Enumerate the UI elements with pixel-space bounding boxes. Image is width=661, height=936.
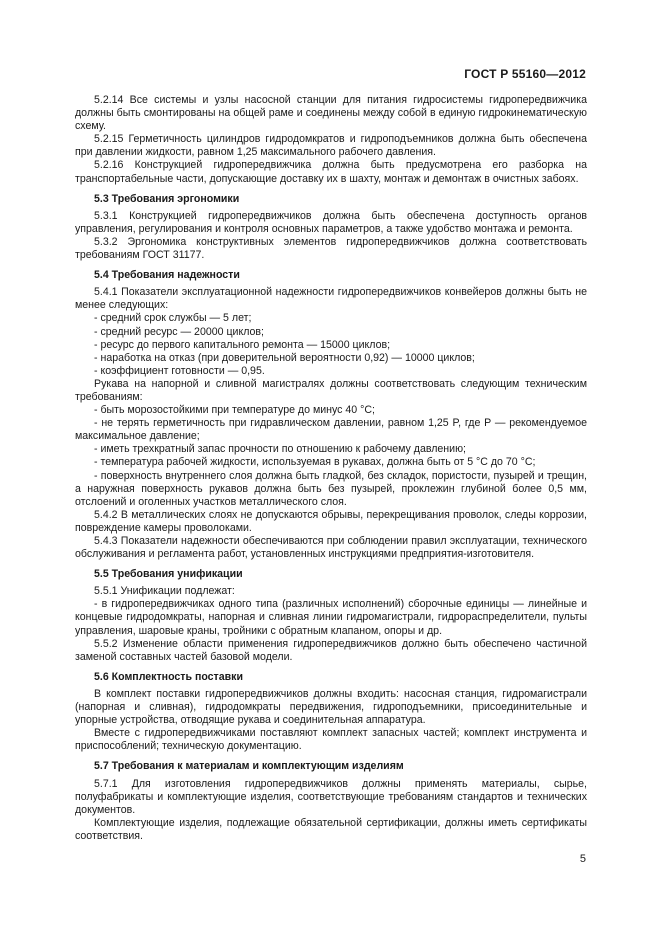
paragraph: Комплектующие изделия, подлежащие обязательной сертификации, должны иметь сертификаты соответствия. — [75, 816, 587, 842]
paragraph: 5.7.1 Для изготовления гидропередвижчиков должны применять материалы, сырье, полуфабрикаты и комплектующие изделия, соответствующие требованиям стандартов и технических документов. — [75, 777, 587, 816]
list-item: - коэффициент готовности — 0,95. — [94, 364, 265, 377]
section-heading-5-6: 5.6 Комплектность поставки — [94, 670, 243, 683]
list-item: - наработка на отказ (при доверительной вероятности 0,92) — 10000 циклов; — [94, 351, 475, 364]
paragraph: 5.2.16 Конструкцией гидропередвижчика должна быть предусмотрена его разборка на транспортабельные части, допускающие доставку их в шахту, монтаж и демонтаж в очистных забоях. — [75, 159, 587, 185]
list-item: - ресурс до первого капитального ремонта — 15000 циклов; — [94, 338, 391, 351]
paragraph: 5.4.3 Показатели надежности обеспечиваются при соблюдении правил эксплуатации, технического обслуживания и регламента работ, установленных инструкциями предприятия-изготовителя. — [75, 535, 587, 561]
list-item: - средний ресурс — 20000 циклов; — [94, 325, 264, 338]
document-id-header: ГОСТ Р 55160—2012 — [464, 67, 586, 81]
paragraph: 5.4.1 Показатели эксплуатационной надежности гидропередвижчиков конвейеров должны быть не менее следующих: — [75, 286, 587, 312]
list-item: - поверхность внутреннего слоя должна быть гладкой, без складок, пористости, пузырей и трещин, а наружная поверхность рукавов должна быть без пузырей, проклежин глубиной более 0,5 мм, отслоений и оголенных участков металлического слоя. — [75, 469, 587, 508]
list-item: - в гидропередвижчиках одного типа (различных исполнений) сборочные единицы — линейные и концевые гидродомкраты, напорная и сливная линии гидромагистрали, гидрораспределители, пульты управления, шаровые краны, тройники с обратным клапаном, опоры и др. — [75, 598, 587, 637]
section-heading-5-4: 5.4 Требования надежности — [94, 269, 240, 282]
paragraph: Рукава на напорной и сливной магистралях должны соответствовать следующим техническим требованиям: — [75, 377, 587, 403]
page-number: 5 — [579, 853, 586, 865]
paragraph: 5.2.14 Все системы и узлы насосной станции для питания гидросистемы гидропередвижчика должны быть смонтированы на общей раме и соединены между собой в единую гидрокинематическую схему. — [75, 94, 587, 133]
list-item: - быть морозостойкими при температуре до минус 40 °С; — [94, 404, 375, 417]
paragraph: Вместе с гидропередвижчиками поставляют комплект запасных частей; комплект инструмента и приспособлений; техническую документацию. — [75, 727, 587, 753]
paragraph: 5.2.15 Герметичность цилиндров гидродомкратов и гидроподъемников должна быть обеспечена при давлении жидкости, равном 1,25 максимального рабочего давления. — [75, 133, 587, 159]
paragraph: 5.4.2 В металлических слоях не допускаются обрывы, перекрещивания проволок, следы коррозии, повреждение камеры проволоками. — [75, 508, 587, 534]
list-item: - не терять герметичность при гидравлическом давлении, равном 1,25 P, где P — рекомендуемое максимальное давление; — [75, 417, 587, 443]
paragraph: 5.5.1 Унификации подлежат: — [94, 585, 235, 598]
section-heading-5-3: 5.3 Требования эргономики — [94, 192, 240, 205]
paragraph: 5.5.2 Изменение области применения гидропередвижчиков должно быть обеспечено частичной заменой составных частей базовой модели. — [75, 637, 587, 663]
list-item: - средний срок службы — 5 лет; — [94, 312, 252, 325]
document-body — [75, 94, 587, 843]
section-heading-5-5: 5.5 Требования унификации — [94, 568, 243, 581]
paragraph: 5.3.2 Эргономика конструктивных элементов гидропередвижчиков должна соответствовать требованиям ГОСТ 31177. — [75, 235, 587, 262]
paragraph: 5.3.1 Конструкцией гидропередвижчиков должна быть обеспечена доступность органов управления, регулирования и контроля основных параметров, а также удобство монтажа и ремонта. — [75, 209, 587, 235]
section-heading-5-7: 5.7 Требования к материалам и комплектующим изделиям — [94, 760, 404, 773]
list-item: - температура рабочей жидкости, используемая в рукавах, должна быть от 5 °С до 70 °С; — [94, 456, 536, 469]
paragraph: В комплект поставки гидропередвижчиков должны входить: насосная станция, гидромагистрали (напорная и сливная), гидродомкраты передвижения, гидроподъемники, присоединительные и упорные устройства, отводящие рукава и соединительная аппаратура. — [75, 687, 587, 727]
list-item: - иметь трехкратный запас прочности по отношению к рабочему давлению; — [94, 443, 466, 456]
